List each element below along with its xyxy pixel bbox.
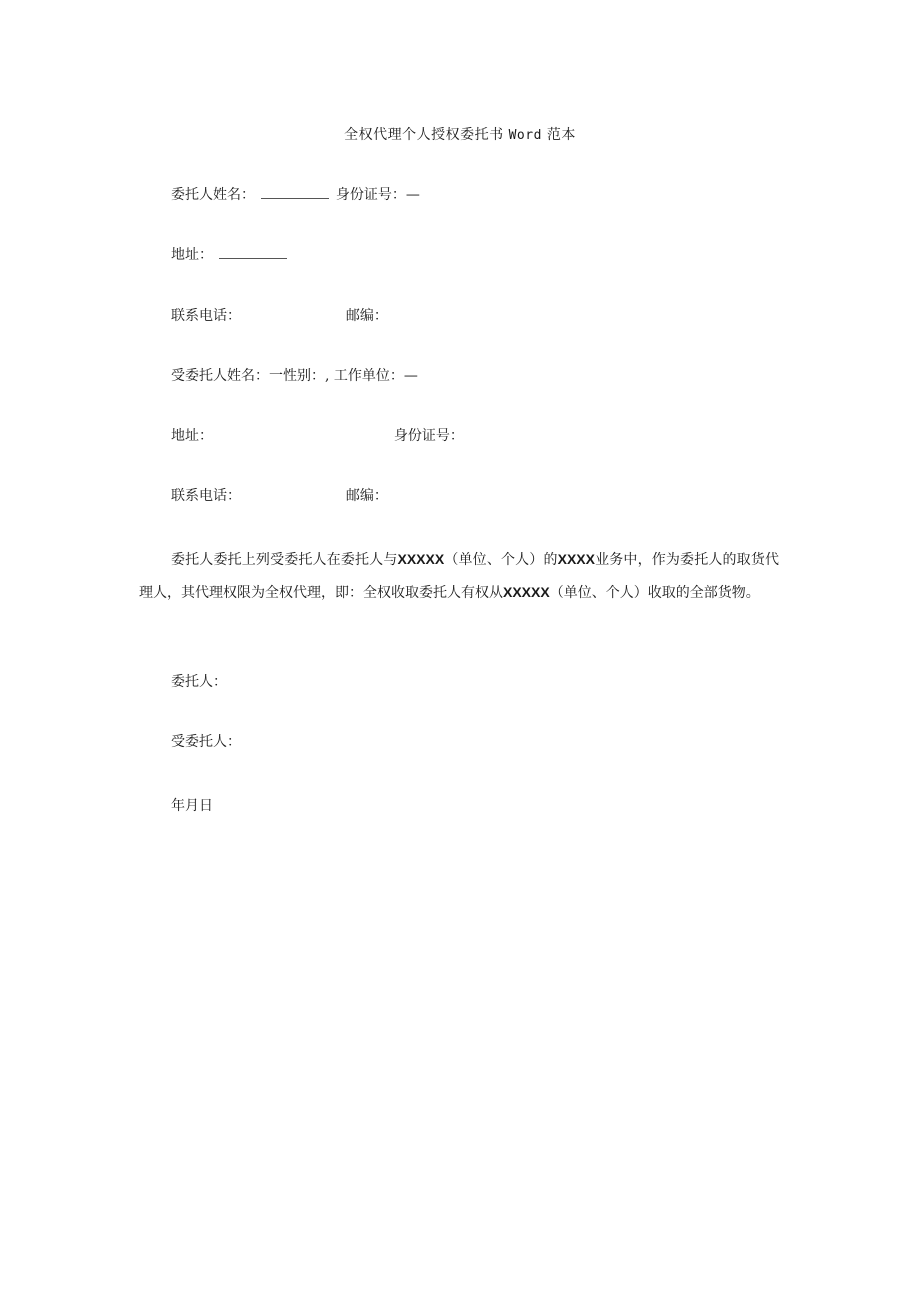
agent-contact-line	[171, 485, 388, 505]
principal-contact-line	[171, 305, 388, 325]
body-part3: 业务中，作为委托人的取货代理人，其代理权限为全权代理，即：全权收取委托人有权从	[139, 552, 779, 601]
authorization-paragraph	[139, 543, 779, 609]
principal-address-blank	[219, 248, 287, 259]
agent-postcode-label: 邮编：	[345, 488, 388, 504]
placeholder-3: XXXXX	[503, 584, 550, 600]
principal-name-label: 委托人姓名：	[171, 187, 255, 203]
principal-signature-line	[171, 671, 227, 691]
date-line	[171, 795, 213, 815]
principal-phone-label: 联系电话：	[171, 308, 241, 324]
agent-address-label: 地址：	[171, 428, 213, 444]
principal-postcode-label: 邮编：	[345, 308, 388, 324]
placeholder-2: XXXX	[557, 551, 595, 567]
principal-name-line	[171, 184, 420, 204]
agent-info-text: 受委托人姓名：一性别：, 工作单位：—	[171, 368, 418, 384]
principal-id-label: 身份证号：—	[335, 187, 420, 203]
principal-signature-label: 委托人：	[171, 674, 227, 690]
principal-address-label: 地址：	[171, 247, 213, 263]
date-label: 年月日	[171, 798, 213, 814]
principal-name-blank	[261, 188, 329, 199]
agent-signature-label: 受委托人：	[171, 734, 241, 750]
principal-address-line	[171, 244, 289, 264]
agent-id-label: 身份证号：	[393, 428, 464, 444]
document-title	[0, 124, 920, 144]
agent-address-line	[171, 425, 464, 445]
body-part4: （单位、个人）收取的全部货物。	[549, 585, 760, 601]
title-cn-suffix: 范本	[546, 127, 576, 143]
agent-info-line	[171, 365, 418, 385]
agent-signature-line	[171, 731, 241, 751]
title-en: Word	[508, 128, 542, 143]
body-part1: 委托人委托上列受委托人在委托人与	[171, 552, 398, 568]
title-cn-prefix: 全权代理个人授权委托书	[344, 127, 504, 143]
placeholder-1: XXXXX	[397, 551, 445, 567]
body-part2: （单位、个人）的	[444, 552, 558, 568]
agent-phone-label: 联系电话：	[171, 488, 241, 504]
